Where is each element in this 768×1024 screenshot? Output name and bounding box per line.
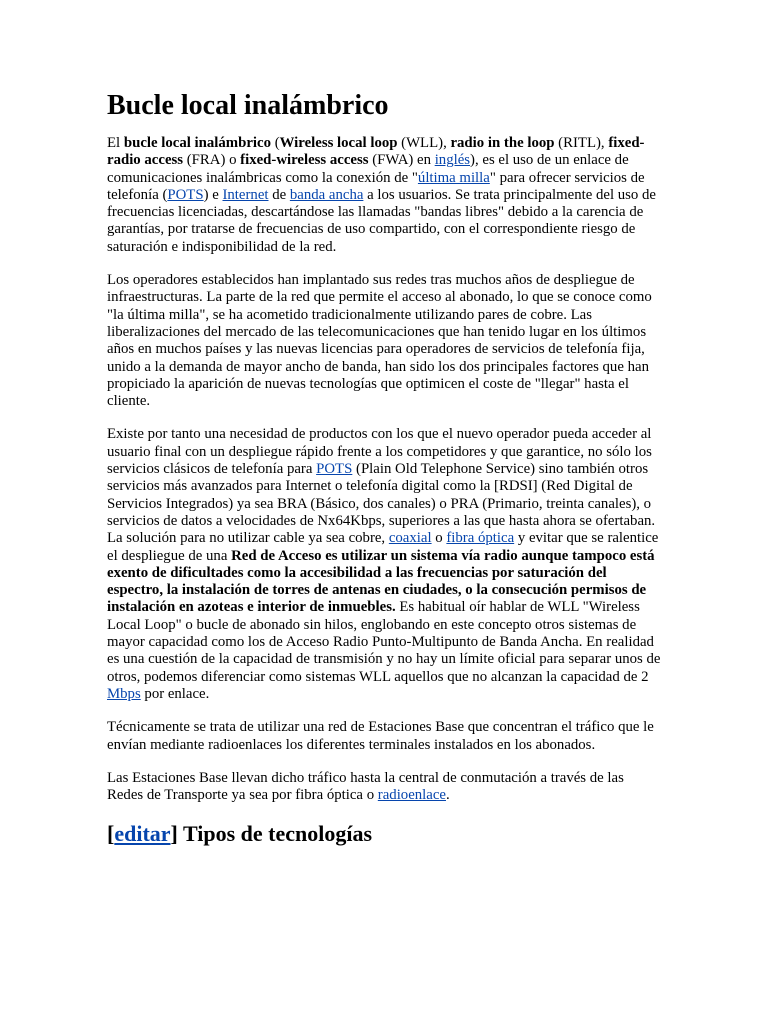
text: y evitar que se ralentice el despliegue de una bbox=[107, 530, 659, 564]
paragraph-estaciones-base bbox=[107, 770, 663, 805]
text: (Plain Old Telephone Service) sino también otros servicios más avanzados para Internet o telefonía digital como la [RDSI] (Red Digital de Servicios Integrados) ya sea BRA (Básico, dos canales) o PRA (Primario, treinta canales), o servicios de datos a velocidades de Nx64Kbps, superiores a las que hasta ahora se ofertaban. La solución para no utilizar cable ya sea cobre, bbox=[107, 461, 656, 547]
link-internet[interactable]: Internet bbox=[222, 186, 269, 203]
text: ) e bbox=[203, 186, 223, 203]
link-banda-ancha[interactable]: banda ancha bbox=[289, 186, 364, 203]
text: ), es el uso de un enlace de comunicaciones inalámbricas como la conexión de " bbox=[107, 152, 629, 186]
page-title: Bucle local inalámbrico bbox=[107, 90, 389, 121]
bracket-close: ] bbox=[170, 821, 178, 847]
link-mbps[interactable]: Mbps bbox=[107, 685, 141, 702]
bracket-open: [ bbox=[107, 821, 115, 847]
bold-term: Wireless local loop bbox=[279, 135, 398, 151]
text: o bbox=[431, 530, 447, 547]
text: El bbox=[107, 135, 124, 151]
section-title: Tipos de tecnologías bbox=[177, 821, 373, 847]
text: ( bbox=[271, 135, 280, 151]
text: " para ofrecer servicios de telefonía ( bbox=[107, 169, 645, 203]
text: Las Estaciones Base llevan dicho tráfico hasta la central de conmutación a través de las Redes de Transporte ya sea por fibra óptica o bbox=[107, 769, 624, 804]
link-pots[interactable]: POTS bbox=[316, 461, 353, 478]
link-coaxial[interactable]: coaxial bbox=[388, 530, 432, 547]
text: (FWA) en bbox=[368, 152, 435, 169]
text: (RITL), bbox=[554, 135, 609, 151]
bold-term: radio in the loop bbox=[450, 135, 555, 151]
paragraph-operadores: Los operadores establecidos han implantado sus redes tras muchos años de despliegue de infraestructuras. La parte de la red que permite el acceso al abonado, lo que se conoce como "la última milla", se ha acometido tradicionalmente utilizando pares de cobre. Las liberalizaciones del mercado de las telecomunicaciones que han tenido lugar en los últimos años en muchos países y las nuevas licencias para operadores de servicios de telefonía fija, unido a la demanda de mayor ancho de banda, han sido los dos principales factores que han propiciado la aparición de nuevas tecnologías que optimicen el coste de "llegar" hasta el cliente. bbox=[107, 272, 652, 410]
link-ultima-milla[interactable]: última milla bbox=[417, 169, 490, 186]
text: por enlace. bbox=[140, 685, 210, 702]
paragraph-tecnicamente: Técnicamente se trata de utilizar una red de Estaciones Base que concentran el tráfico que le envían mediante radioenlaces los diferentes terminales instalados en los abonados. bbox=[107, 719, 654, 753]
paragraph-necesidad bbox=[107, 426, 663, 703]
text: (WLL), bbox=[397, 135, 451, 151]
section-heading bbox=[107, 820, 663, 848]
bold-term: bucle local inalámbrico bbox=[123, 135, 271, 151]
text: Es habitual oír hablar de WLL "Wireless Local Loop" o bucle de abonado sin hilos, englobando en este concepto otros sistemas de mayor capacidad como los de Acceso Radio Punto-Multipunto de Banda Ancha. En realidad es una cuestión de la capacidad de transmisión y no hay un límite oficial para separar unos de otros, podemos diferenciar como sistemas WLL aquellos que no alcanzan la capacidad de 2 bbox=[107, 599, 661, 685]
text: de bbox=[268, 186, 290, 203]
text: (FRA) o bbox=[183, 152, 241, 169]
bold-term: fixed-radio access bbox=[107, 135, 645, 169]
text: . bbox=[445, 787, 450, 804]
link-fibra-optica[interactable]: fibra óptica bbox=[446, 530, 515, 547]
link-ingles[interactable]: inglés bbox=[434, 152, 471, 169]
link-pots[interactable]: POTS bbox=[167, 186, 204, 203]
article bbox=[107, 88, 663, 848]
paragraph-intro bbox=[107, 135, 663, 256]
link-radioenlace[interactable]: radioenlace bbox=[377, 787, 446, 804]
text: a los usuarios. Se trata principalmente del uso de frecuencias licenciadas, descartándose las llamadas "bandas libres" debido a la carencia de garantías, por tratarse de frecuencias de uso compartido, con el correspondiente riesgo de saturación e indisponibilidad de la red. bbox=[107, 186, 656, 255]
text: Existe por tanto una necesidad de productos con los que el nuevo operador pueda acceder al usuario final con un despliegue rápido frente a los competidores y que garantice, no sólo los servicios clásicos de telefonía para bbox=[107, 426, 652, 478]
bold-term: fixed-wireless access bbox=[240, 152, 369, 169]
bold-statement: Red de Acceso es utilizar un sistema vía radio aunque tampoco está exento de dificultades como la accesibilidad a las frecuencias por saturación del espectro, la instalación de torres de antenas en ciudades, o la consecución permisos de instalación en azoteas e interior de inmuebles. bbox=[107, 547, 655, 616]
edit-section-link[interactable]: editar bbox=[114, 821, 171, 847]
